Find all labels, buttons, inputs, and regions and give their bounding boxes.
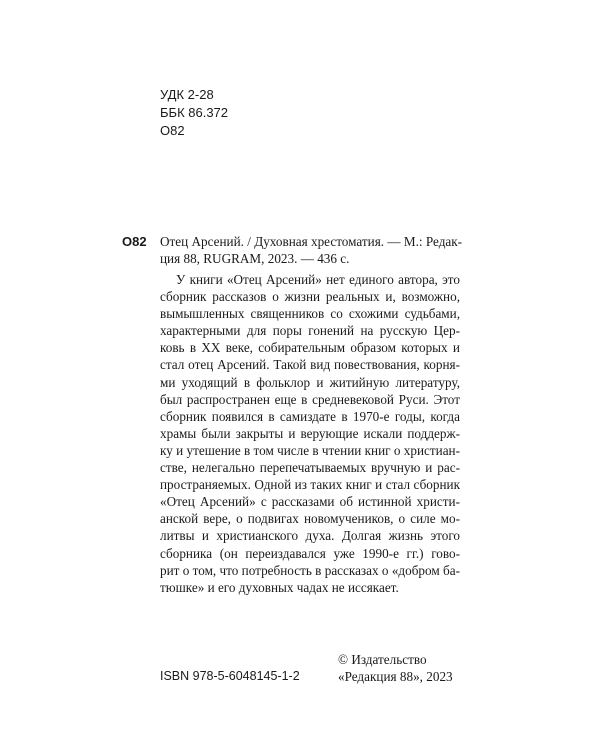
bbk-code: ББК 86.372 <box>160 105 229 120</box>
annotation-line: У книги «Отец Арсений» нет единого автора, это <box>176 272 460 287</box>
annotation-line: вымышленных священников со схожими судьбами, <box>160 306 460 322</box>
bibliographic-line: Отец Арсений. / Духовная хрестоматия. — М.: Редак- <box>160 234 463 249</box>
copyright-line: «Редакция 88», 2023 <box>338 669 453 684</box>
annotation-line: был распространен еще в средневековой Руси. Этот <box>160 391 460 407</box>
annotation-line: стве, нелегально перепечатываемых вручную и рас- <box>160 460 460 476</box>
annotation-line: храмы были закрыты и верующие искали поддерж- <box>160 425 460 441</box>
annotation-line: «Отец Арсений» с рассказами об истинной христи- <box>160 494 460 510</box>
annotation-line: пространяемых. Одной из таких книг и стал сборник <box>160 477 460 493</box>
annotation-line: литвы и христианского духа. Долгая жизнь этого <box>160 528 460 544</box>
annotation-line: ковь в XX веке, собирательным образом которых и <box>160 340 460 356</box>
author-mark: О82 <box>160 123 185 138</box>
copyright-line: © Издательство <box>338 652 427 667</box>
annotation-line: анской вере, о подвигах новомучеников, о силе мо- <box>160 511 460 527</box>
isbn: ISBN 978-5-6048145-1-2 <box>160 669 300 683</box>
annotation-line: стал отец Арсений. Такой вид повествования, корня- <box>160 357 460 373</box>
annotation-line: сборник появился в самиздате в 1970-е годы, когда <box>160 408 460 424</box>
bibliographic-code: О82 <box>122 234 147 249</box>
annotation-line: сборник рассказов о жизни реальных и, возможно, <box>160 289 460 305</box>
udk-code: УДК 2-28 <box>160 87 214 102</box>
annotation-line: ку и утешение в том числе в чтении книг о христиан- <box>160 442 460 458</box>
bibliographic-line: ция 88, RUGRAM, 2023. — 436 с. <box>160 251 350 266</box>
annotation-paragraph <box>160 271 460 596</box>
annotation-line: рит о том, что потребность в рассказах о «добром ба- <box>160 562 460 578</box>
annotation-line: характерными для поры гонений на русскую Цер- <box>160 323 460 339</box>
annotation-line: тюшке» и его духовных чадах не иссякает. <box>160 579 399 595</box>
classification-block <box>160 86 228 140</box>
annotation-line: ми уходящий в фольклор и житийную литературу, <box>160 374 460 390</box>
copyright-notice <box>338 651 453 685</box>
bibliographic-description <box>160 233 463 267</box>
annotation-line: сборника (он переиздавался уже 1990-е гг.) гово- <box>160 545 460 561</box>
